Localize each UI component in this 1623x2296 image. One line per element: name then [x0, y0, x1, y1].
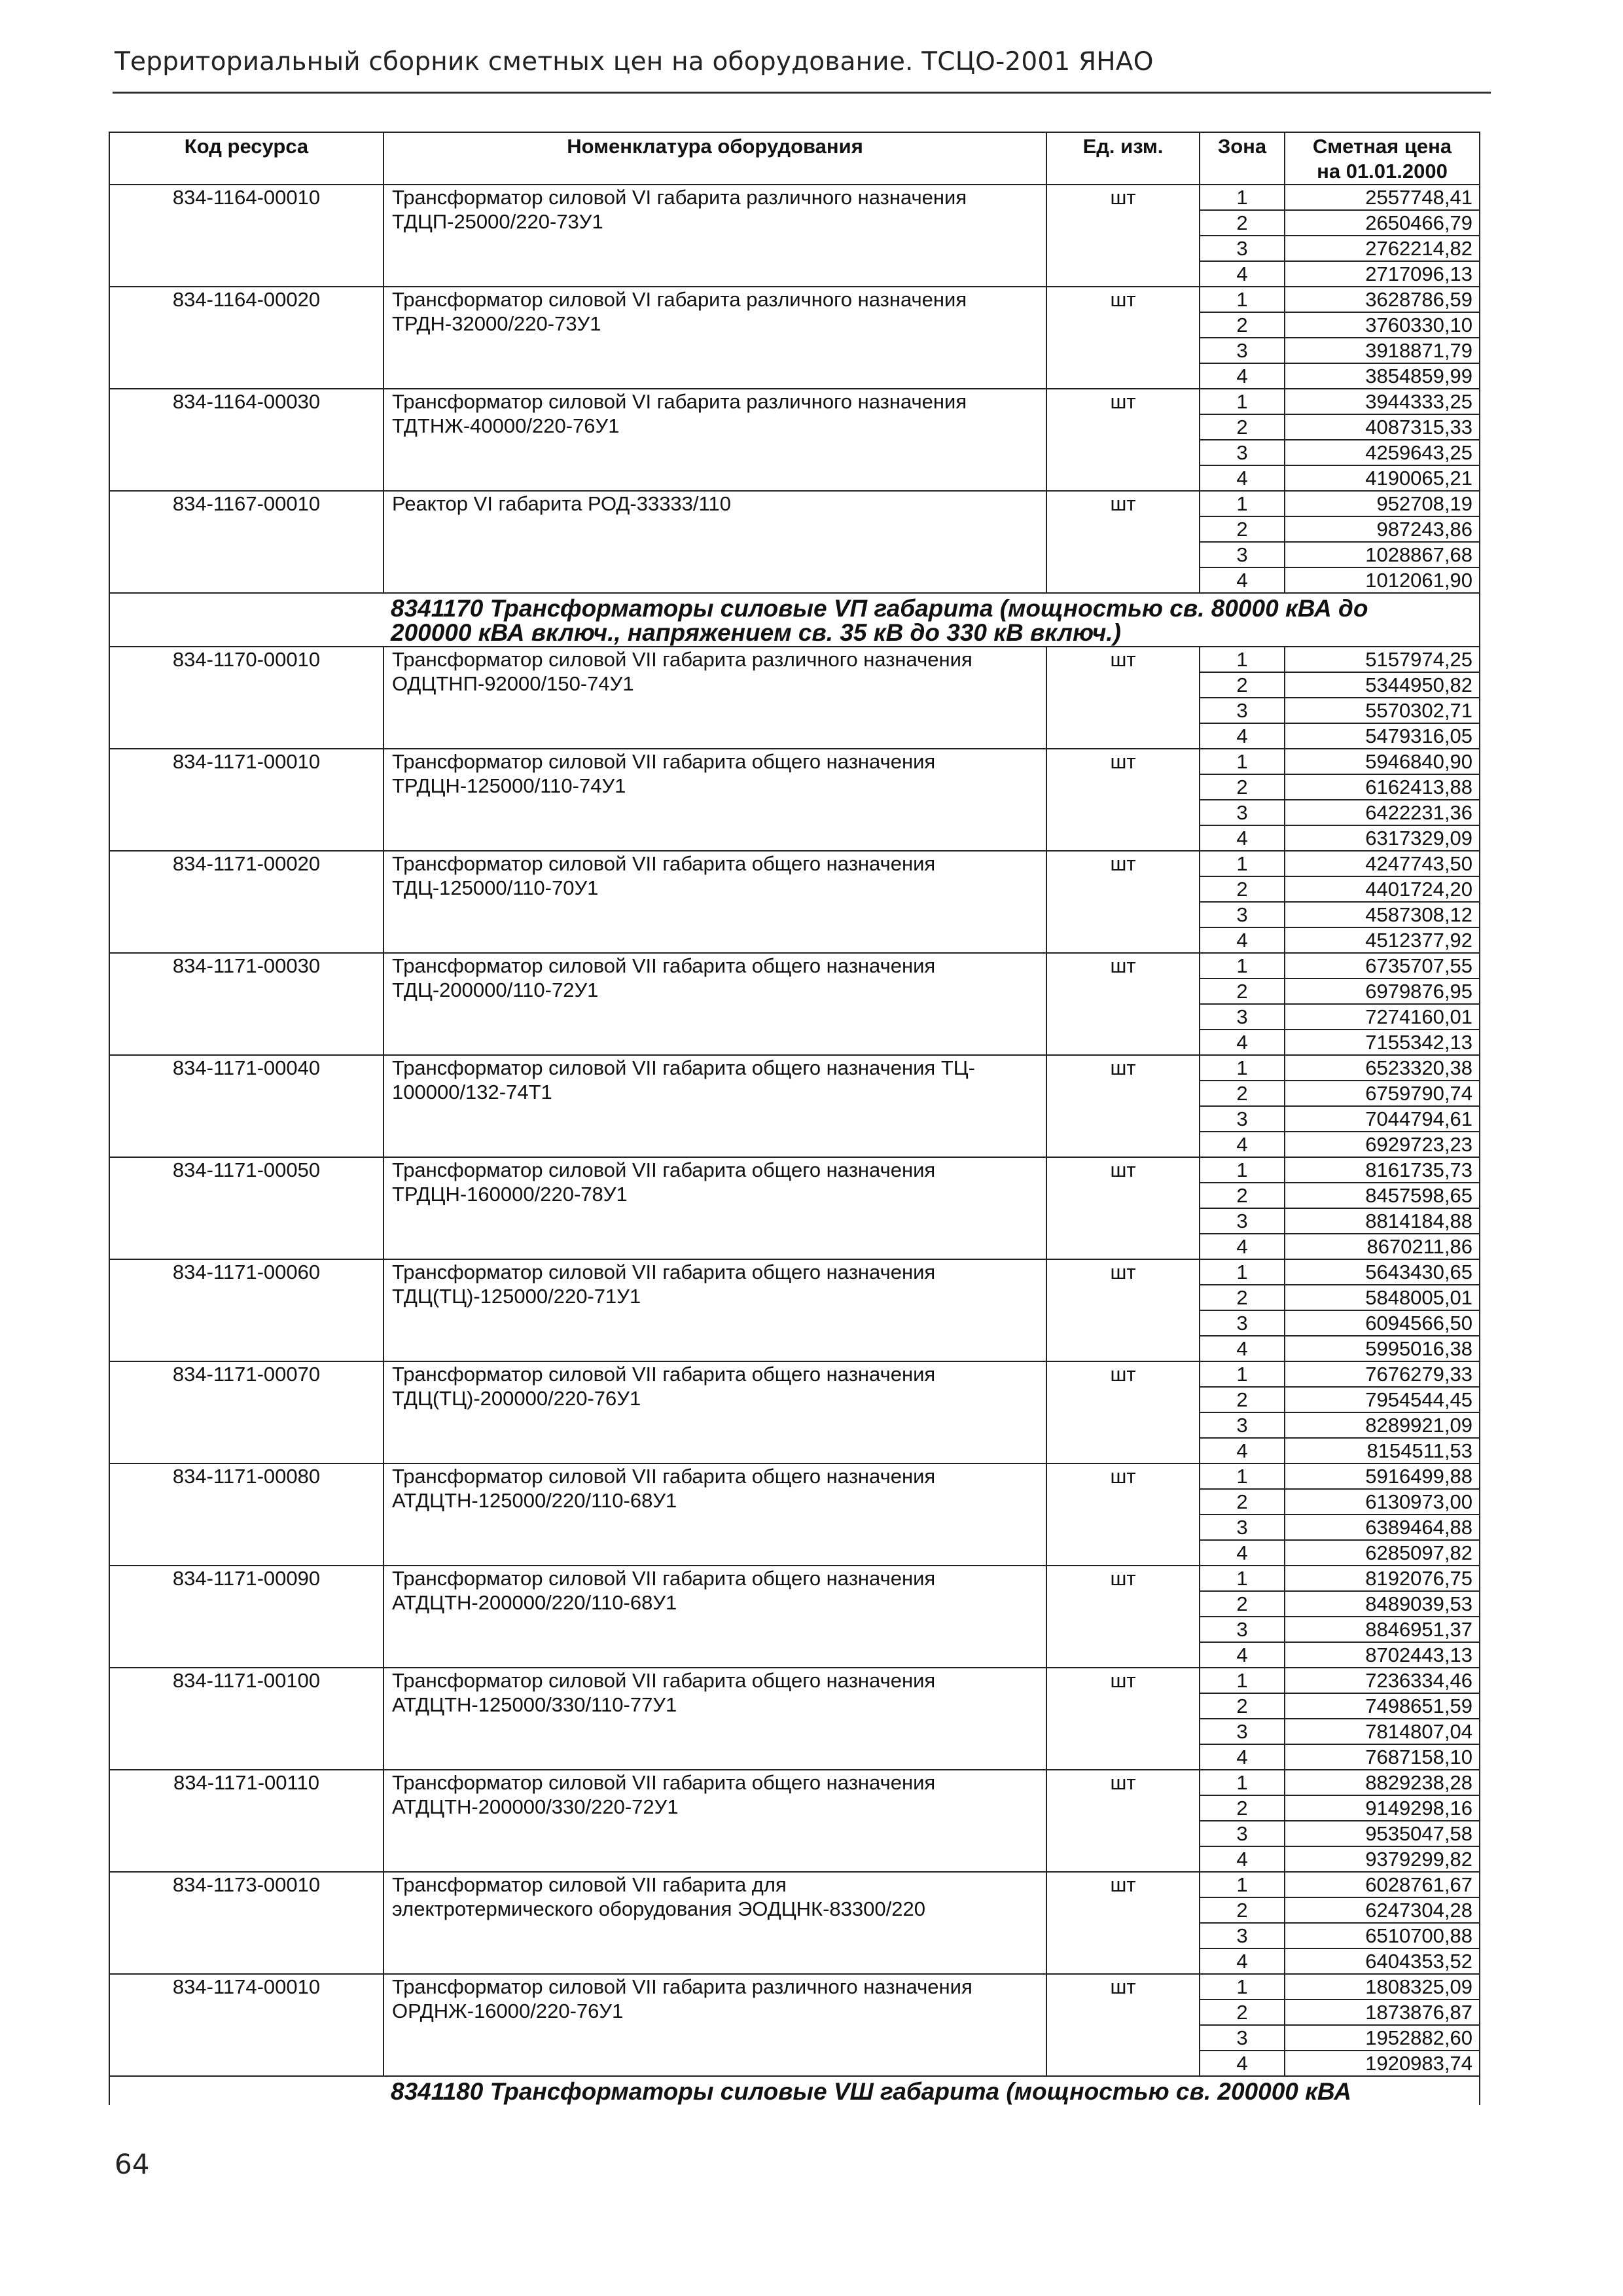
unit-of-measure: шт [1046, 1463, 1200, 1566]
zone-cell: 3 [1200, 800, 1285, 825]
table-row [109, 1259, 1480, 1285]
zone-cell: 4 [1200, 2051, 1285, 2076]
table-row [109, 1566, 1480, 1591]
table-row [109, 389, 1480, 414]
price-cell: 2557748,41 [1285, 185, 1480, 210]
zone-cell: 4 [1200, 261, 1285, 287]
price-cell: 7044794,61 [1285, 1106, 1480, 1132]
equipment-name-line2: ТДТНЖ-40000/220-76У1 [392, 414, 620, 437]
equipment-name-line1: Трансформатор силовой VI габарита различного назначения [392, 186, 967, 209]
zone-cell: 4 [1200, 1642, 1285, 1668]
price-cell: 9379299,82 [1285, 1846, 1480, 1872]
equipment-name-line2: АТДЦТН-125000/330/110-77У1 [392, 1693, 677, 1716]
resource-code: 834-1171-00030 [109, 953, 383, 1055]
resource-code: 834-1171-00090 [109, 1566, 383, 1668]
resource-code: 834-1164-00020 [109, 287, 383, 389]
section-heading-line2: 200000 кВА включ., напряжением св. 35 кВ до 330 кВ включ.) [391, 619, 1121, 646]
page-number: 64 [115, 2148, 150, 2180]
zone-cell: 3 [1200, 1004, 1285, 1030]
equipment-name-line1: Трансформатор силовой VII габарита общего назначения [392, 1363, 936, 1386]
zone-cell: 1 [1200, 1770, 1285, 1795]
equipment-name [383, 1157, 1046, 1259]
column-header-zone: Зона [1200, 132, 1285, 185]
equipment-name-line2: ТРДЦН-125000/110-74У1 [392, 774, 626, 797]
zone-cell: 3 [1200, 1719, 1285, 1744]
column-header-name: Номенклатура оборудования [383, 132, 1046, 185]
price-cell: 6979876,95 [1285, 978, 1480, 1004]
table-row [109, 1974, 1480, 2000]
zone-cell: 3 [1200, 236, 1285, 261]
zone-cell: 3 [1200, 698, 1285, 723]
section-heading-line1: 8341180 Трансформаторы силовые VШ габарита (мощностью св. 200000 кВА [391, 2078, 1351, 2105]
price-cell: 5570302,71 [1285, 698, 1480, 723]
equipment-name-line2: ОРДНЖ-16000/220-76У1 [392, 2000, 624, 2022]
price-cell: 3918871,79 [1285, 338, 1480, 363]
zone-cell: 1 [1200, 1872, 1285, 1897]
price-cell: 7155342,13 [1285, 1030, 1480, 1055]
zone-cell: 1 [1200, 389, 1285, 414]
price-cell: 5848005,01 [1285, 1285, 1480, 1310]
table-row [109, 749, 1480, 774]
equipment-name-line2: ТДЦ-200000/110-72У1 [392, 978, 599, 1001]
price-cell: 4247743,50 [1285, 851, 1480, 876]
zone-cell: 2 [1200, 1183, 1285, 1208]
price-cell: 8289921,09 [1285, 1412, 1480, 1438]
section-heading-row [109, 2076, 1480, 2105]
zone-cell: 4 [1200, 1846, 1285, 1872]
zone-cell: 1 [1200, 749, 1285, 774]
table-row [109, 1157, 1480, 1183]
header-divider [113, 92, 1491, 94]
equipment-name-line1: Трансформатор силовой VII габарита общего назначения [392, 1261, 936, 1283]
zone-cell: 1 [1200, 1974, 1285, 2000]
column-header-price-line2: на 01.01.2000 [1317, 160, 1448, 183]
resource-code: 834-1171-00070 [109, 1361, 383, 1463]
zone-cell: 1 [1200, 1157, 1285, 1183]
zone-cell: 3 [1200, 1923, 1285, 1948]
resource-code: 834-1171-00100 [109, 1668, 383, 1770]
price-cell: 2650466,79 [1285, 210, 1480, 236]
column-header-price-line1: Сметная цена [1312, 135, 1452, 158]
equipment-name-line2: ТДЦ(ТЦ)-125000/220-71У1 [392, 1285, 641, 1308]
equipment-name [383, 1770, 1046, 1872]
price-cell: 6130973,00 [1285, 1489, 1480, 1515]
price-cell: 8192076,75 [1285, 1566, 1480, 1591]
table-row [109, 953, 1480, 978]
zone-cell: 3 [1200, 902, 1285, 927]
unit-of-measure: шт [1046, 1055, 1200, 1157]
price-cell: 6389464,88 [1285, 1515, 1480, 1540]
table-row [109, 1463, 1480, 1489]
zone-cell: 2 [1200, 1795, 1285, 1821]
section-heading [109, 2076, 1480, 2105]
price-cell: 8829238,28 [1285, 1770, 1480, 1795]
price-cell: 6510700,88 [1285, 1923, 1480, 1948]
zone-cell: 3 [1200, 1821, 1285, 1846]
price-cell: 5157974,25 [1285, 647, 1480, 672]
equipment-name-line2: 100000/132-74Т1 [392, 1081, 552, 1103]
price-cell: 1952882,60 [1285, 2025, 1480, 2051]
zone-cell: 1 [1200, 851, 1285, 876]
section-heading [109, 593, 1480, 647]
zone-cell: 3 [1200, 1310, 1285, 1336]
equipment-name [383, 1668, 1046, 1770]
equipment-name-line2: АТДЦТН-200000/330/220-72У1 [392, 1795, 679, 1818]
resource-code: 834-1171-00010 [109, 749, 383, 851]
zone-cell: 2 [1200, 1591, 1285, 1617]
price-cell: 1920983,74 [1285, 2051, 1480, 2076]
table-row [109, 185, 1480, 210]
equipment-name [383, 851, 1046, 953]
zone-cell: 1 [1200, 1668, 1285, 1693]
equipment-name [383, 1463, 1046, 1566]
price-cell: 7236334,46 [1285, 1668, 1480, 1693]
zone-cell: 2 [1200, 1285, 1285, 1310]
equipment-name-line1: Трансформатор силовой VI габарита различного назначения [392, 288, 967, 311]
zone-cell: 2 [1200, 876, 1285, 902]
equipment-name-line1: Трансформатор силовой VII габарита общего назначения [392, 1771, 936, 1794]
zone-cell: 4 [1200, 465, 1285, 491]
table-row [109, 1361, 1480, 1387]
table-row [109, 1055, 1480, 1081]
price-cell: 5344950,82 [1285, 672, 1480, 698]
unit-of-measure: шт [1046, 1259, 1200, 1361]
column-header-unit: Ед. изм. [1046, 132, 1200, 185]
equipment-name [383, 185, 1046, 287]
zone-cell: 1 [1200, 1361, 1285, 1387]
unit-of-measure: шт [1046, 1566, 1200, 1668]
zone-cell: 4 [1200, 1132, 1285, 1157]
price-cell: 5916499,88 [1285, 1463, 1480, 1489]
zone-cell: 4 [1200, 567, 1285, 593]
equipment-name [383, 1055, 1046, 1157]
zone-cell: 4 [1200, 1540, 1285, 1566]
price-cell: 4401724,20 [1285, 876, 1480, 902]
price-cell: 6028761,67 [1285, 1872, 1480, 1897]
zone-cell: 1 [1200, 185, 1285, 210]
price-cell: 7687158,10 [1285, 1744, 1480, 1770]
equipment-name-line1: Трансформатор силовой VII габарита общего назначения [392, 750, 936, 773]
resource-code: 834-1173-00010 [109, 1872, 383, 1974]
zone-cell: 1 [1200, 953, 1285, 978]
price-cell: 6094566,50 [1285, 1310, 1480, 1336]
price-cell: 3944333,25 [1285, 389, 1480, 414]
price-cell: 1873876,87 [1285, 2000, 1480, 2025]
resource-code: 834-1164-00030 [109, 389, 383, 491]
section-heading-line1: 8341170 Трансформаторы силовые VП габарита (мощностью св. 80000 кВА до [391, 595, 1368, 622]
unit-of-measure: шт [1046, 647, 1200, 749]
price-cell: 1028867,68 [1285, 542, 1480, 567]
table-row [109, 1872, 1480, 1897]
price-cell: 5643430,65 [1285, 1259, 1480, 1285]
equipment-name-line1: Трансформатор силовой VI габарита различного назначения [392, 390, 967, 413]
price-cell: 8846951,37 [1285, 1617, 1480, 1642]
resource-code: 834-1171-00050 [109, 1157, 383, 1259]
price-cell: 8489039,53 [1285, 1591, 1480, 1617]
equipment-name-line2: ОДЦТНП-92000/150-74У1 [392, 672, 634, 695]
zone-cell: 2 [1200, 1081, 1285, 1106]
zone-cell: 3 [1200, 542, 1285, 567]
price-cell: 6247304,28 [1285, 1897, 1480, 1923]
price-cell: 8670211,86 [1285, 1234, 1480, 1259]
equipment-name [383, 287, 1046, 389]
zone-cell: 4 [1200, 723, 1285, 749]
equipment-name-line2: ТДЦ-125000/110-70У1 [392, 876, 599, 899]
price-cell: 6404353,52 [1285, 1948, 1480, 1974]
zone-cell: 2 [1200, 978, 1285, 1004]
resource-code: 834-1171-00060 [109, 1259, 383, 1361]
zone-cell: 1 [1200, 647, 1285, 672]
equipment-name [383, 389, 1046, 491]
price-cell: 1808325,09 [1285, 1974, 1480, 2000]
table-header-row [109, 132, 1480, 185]
unit-of-measure: шт [1046, 851, 1200, 953]
price-cell: 952708,19 [1285, 491, 1480, 516]
table-row [109, 851, 1480, 876]
price-cell: 987243,86 [1285, 516, 1480, 542]
price-cell: 4087315,33 [1285, 414, 1480, 440]
zone-cell: 1 [1200, 1259, 1285, 1285]
zone-cell: 3 [1200, 1617, 1285, 1642]
price-cell: 8814184,88 [1285, 1208, 1480, 1234]
resource-code: 834-1174-00010 [109, 1974, 383, 2076]
zone-cell: 2 [1200, 516, 1285, 542]
equipment-name-line1: Трансформатор силовой VII габарита общего назначения [392, 1567, 936, 1590]
equipment-name [383, 749, 1046, 851]
equipment-name-line1: Трансформатор силовой VII габарита различного назначения [392, 648, 972, 671]
unit-of-measure: шт [1046, 1770, 1200, 1872]
zone-cell: 2 [1200, 1489, 1285, 1515]
price-cell: 6759790,74 [1285, 1081, 1480, 1106]
equipment-name-line1: Трансформатор силовой VII габарита для [392, 1873, 787, 1896]
equipment-name-line2: ТРДЦН-160000/220-78У1 [392, 1183, 628, 1206]
zone-cell: 2 [1200, 210, 1285, 236]
unit-of-measure: шт [1046, 185, 1200, 287]
price-cell: 8154511,53 [1285, 1438, 1480, 1463]
zone-cell: 2 [1200, 312, 1285, 338]
price-cell: 3628786,59 [1285, 287, 1480, 312]
zone-cell: 1 [1200, 491, 1285, 516]
resource-code: 834-1171-00020 [109, 851, 383, 953]
unit-of-measure: шт [1046, 953, 1200, 1055]
column-header-price [1285, 132, 1480, 185]
table-row [109, 1668, 1480, 1693]
table-row [109, 491, 1480, 516]
price-cell: 7274160,01 [1285, 1004, 1480, 1030]
price-cell: 7954544,45 [1285, 1387, 1480, 1412]
price-cell: 2762214,82 [1285, 236, 1480, 261]
price-cell: 2717096,13 [1285, 261, 1480, 287]
price-cell: 7814807,04 [1285, 1719, 1480, 1744]
equipment-name [383, 647, 1046, 749]
equipment-name-line1: Трансформатор силовой VII габарита общего назначения [392, 954, 936, 977]
unit-of-measure: шт [1046, 1872, 1200, 1974]
unit-of-measure: шт [1046, 1974, 1200, 2076]
price-cell: 3854859,99 [1285, 363, 1480, 389]
resource-code: 834-1171-00080 [109, 1463, 383, 1566]
zone-cell: 4 [1200, 1336, 1285, 1361]
table-row [109, 1770, 1480, 1795]
zone-cell: 2 [1200, 414, 1285, 440]
price-cell: 6523320,38 [1285, 1055, 1480, 1081]
zone-cell: 1 [1200, 1566, 1285, 1591]
price-cell: 7498651,59 [1285, 1693, 1480, 1719]
zone-cell: 3 [1200, 1106, 1285, 1132]
unit-of-measure: шт [1046, 491, 1200, 593]
price-cell: 4190065,21 [1285, 465, 1480, 491]
equipment-name-line1: Трансформатор силовой VII габарита общего назначения [392, 1669, 936, 1692]
equipment-name [383, 1259, 1046, 1361]
equipment-name-line1: Трансформатор силовой VII габарита общего назначения [392, 1158, 936, 1181]
column-header-code: Код ресурса [109, 132, 383, 185]
equipment-name [383, 1566, 1046, 1668]
price-cell: 6735707,55 [1285, 953, 1480, 978]
zone-cell: 3 [1200, 1515, 1285, 1540]
zone-cell: 4 [1200, 363, 1285, 389]
price-cell: 6317329,09 [1285, 825, 1480, 851]
price-cell: 8457598,65 [1285, 1183, 1480, 1208]
zone-cell: 2 [1200, 1387, 1285, 1412]
unit-of-measure: шт [1046, 389, 1200, 491]
price-cell: 4259643,25 [1285, 440, 1480, 465]
zone-cell: 1 [1200, 1055, 1285, 1081]
table-row [109, 287, 1480, 312]
price-cell: 6162413,88 [1285, 774, 1480, 800]
table-row [109, 647, 1480, 672]
price-table [109, 132, 1480, 2105]
section-heading-row [109, 593, 1480, 647]
price-cell: 5946840,90 [1285, 749, 1480, 774]
equipment-name-line1: Трансформатор силовой VII габарита общего назначения ТЦ- [392, 1056, 976, 1079]
zone-cell: 4 [1200, 1744, 1285, 1770]
zone-cell: 3 [1200, 2025, 1285, 2051]
price-cell: 1012061,90 [1285, 567, 1480, 593]
zone-cell: 2 [1200, 1897, 1285, 1923]
equipment-name-line2: электротермического оборудования ЭОДЦНК-83300/220 [392, 1897, 925, 1920]
price-cell: 6929723,23 [1285, 1132, 1480, 1157]
zone-cell: 2 [1200, 1693, 1285, 1719]
unit-of-measure: шт [1046, 1668, 1200, 1770]
zone-cell: 3 [1200, 1412, 1285, 1438]
equipment-name-line2: АТДЦТН-200000/220/110-68У1 [392, 1591, 677, 1614]
zone-cell: 2 [1200, 774, 1285, 800]
equipment-name-line2: ТРДН-32000/220-73У1 [392, 312, 601, 335]
zone-cell: 3 [1200, 1208, 1285, 1234]
zone-cell: 2 [1200, 2000, 1285, 2025]
zone-cell: 4 [1200, 927, 1285, 953]
equipment-name-line2: АТДЦТН-125000/220/110-68У1 [392, 1489, 677, 1512]
price-cell: 8702443,13 [1285, 1642, 1480, 1668]
equipment-name [383, 1361, 1046, 1463]
unit-of-measure: шт [1046, 1157, 1200, 1259]
zone-cell: 3 [1200, 338, 1285, 363]
price-cell: 8161735,73 [1285, 1157, 1480, 1183]
unit-of-measure: шт [1046, 287, 1200, 389]
price-cell: 9535047,58 [1285, 1821, 1480, 1846]
equipment-name-line2: ТДЦ(ТЦ)-200000/220-76У1 [392, 1387, 641, 1410]
equipment-name-line1: Трансформатор силовой VII габарита общего назначения [392, 852, 936, 875]
zone-cell: 4 [1200, 825, 1285, 851]
equipment-name [383, 1974, 1046, 2076]
zone-cell: 4 [1200, 1234, 1285, 1259]
zone-cell: 4 [1200, 1030, 1285, 1055]
resource-code: 834-1171-00040 [109, 1055, 383, 1157]
resource-code: 834-1170-00010 [109, 647, 383, 749]
equipment-name-line1: Реактор VI габарита РОД-33333/110 [392, 492, 731, 515]
price-cell: 4587308,12 [1285, 902, 1480, 927]
unit-of-measure: шт [1046, 749, 1200, 851]
equipment-name [383, 1872, 1046, 1974]
price-cell: 7676279,33 [1285, 1361, 1480, 1387]
equipment-name-line2: ТДЦП-25000/220-73У1 [392, 210, 603, 233]
zone-cell: 1 [1200, 1463, 1285, 1489]
price-cell: 3760330,10 [1285, 312, 1480, 338]
price-cell: 9149298,16 [1285, 1795, 1480, 1821]
equipment-name [383, 491, 1046, 593]
equipment-name [383, 953, 1046, 1055]
zone-cell: 4 [1200, 1948, 1285, 1974]
price-cell: 6285097,82 [1285, 1540, 1480, 1566]
price-cell: 5479316,05 [1285, 723, 1480, 749]
unit-of-measure: шт [1046, 1361, 1200, 1463]
zone-cell: 1 [1200, 287, 1285, 312]
table-body [109, 185, 1480, 2105]
equipment-name-line1: Трансформатор силовой VII габарита различного назначения [392, 1975, 972, 1998]
price-cell: 4512377,92 [1285, 927, 1480, 953]
page-header-title: Территориальный сборник сметных цен на оборудование. ТСЦО-2001 ЯНАО [115, 47, 1154, 77]
price-cell: 6422231,36 [1285, 800, 1480, 825]
resource-code: 834-1171-00110 [109, 1770, 383, 1872]
price-cell: 5995016,38 [1285, 1336, 1480, 1361]
zone-cell: 3 [1200, 440, 1285, 465]
equipment-name-line1: Трансформатор силовой VII габарита общего назначения [392, 1465, 936, 1488]
zone-cell: 4 [1200, 1438, 1285, 1463]
resource-code: 834-1167-00010 [109, 491, 383, 593]
resource-code: 834-1164-00010 [109, 185, 383, 287]
zone-cell: 2 [1200, 672, 1285, 698]
